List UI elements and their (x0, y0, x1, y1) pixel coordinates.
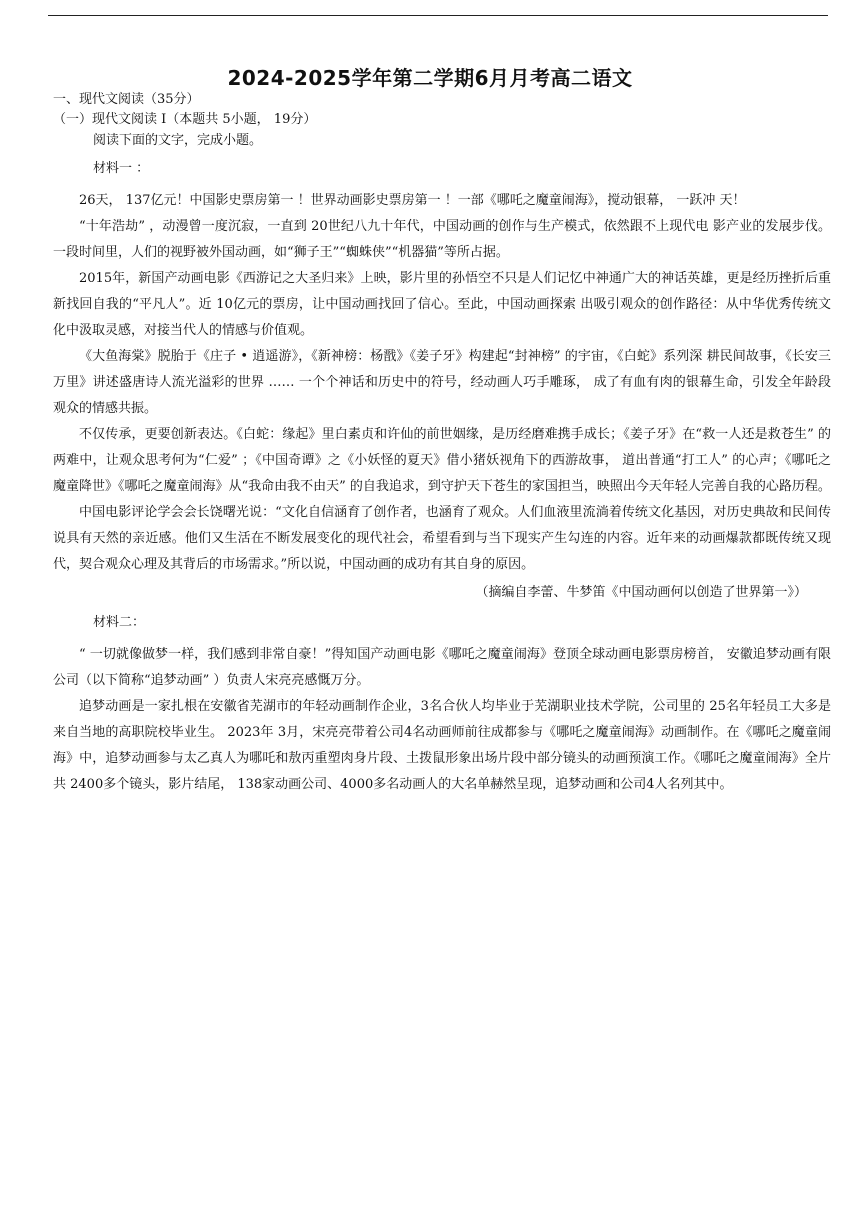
exam-title: 2024-2025学年第二学期6月月考高二语文 (227, 66, 633, 90)
paragraph: 《大鱼海棠》脱胎于《庄子 • 逍遥游》，《新神榜：杨戬》《姜子牙》构建起“封神榜” 的宇宙，《白蛇》系列深 耕民间故事，《长安三万里》讲述盛唐诗人流光溢彩的世界 …… 一个个神话和历史中的符号，经动画人巧手雕琢， 成了有血有肉的银幕生命，引发全年龄段观众的情感共振。 (53, 349, 831, 416)
reading-instruction: 阅读下面的文字，完成小题。 (93, 133, 263, 148)
paragraph: 不仅传承，更要创新表达。《白蛇：缘起》里白素贞和许仙的前世姻缘，是历经磨难携手成长；《姜子牙》在“救一人还是救苍生” 的两难中，让观众思考何为“仁爱” ；《中国奇谭》之《小妖怪的夏天》借小猪妖视角下的西游故事， 道出普通“打工人” 的心声；《哪吒之魔童降世》《哪吒之魔童闹海》从“我命由我不由天” 的自我追求，到守护天下苍生的家国担当，映照出今天年轻人完善自我的心路历程。 (53, 427, 831, 494)
paragraph: 追梦动画是一家扎根在安徽省芜湖市的年轻动画制作企业，3名合伙人均毕业于芜湖职业技术学院，公司里的 25名年轻员工大多是来自当地的高职院校毕业生。 2023年 3月，宋亮亮带着公司4名动画师前往成都参与《哪吒之魔童闹海》动画制作。在《哪吒之魔童闹海》中，追梦动画参与太乙真人为哪吒和敖丙重塑肉身片段、土拨鼠形象出场片段中部分镜头的动画预演工作。《哪吒之魔童闹海》全片共 2400多个镜头，影片结尾， 138家动画公司、4000多名动画人的大名单赫然呈现，追梦动画和公司4人名列其中。 (53, 699, 831, 792)
paragraph: 2015年，新国产动画电影《西游记之大圣归来》上映，影片里的孙悟空不只是人们记忆中神通广大的神话英雄，更是经历挫折后重新找回自我的“平凡人”。近 10亿元的票房，让中国动画找回了信心。至此，中国动画探索 出吸引观众的创作路径：从中华优秀传统文化中汲取灵感，对接当代人的情感与价值观。 (53, 271, 831, 338)
paragraph: “ 一切就像做梦一样，我们感到非常自豪！”得知国产动画电影《哪吒之魔童闹海》登顶全球动画电影票房榜首， 安徽追梦动画有限公司（以下简称“追梦动画” ）负责人宋亮亮感慨万分。 (53, 647, 831, 688)
material-two-label: 材料二： (93, 615, 146, 630)
paragraph: 中国电影评论学会会长饶曙光说：“文化自信涵育了创作者，也涵育了观众。人们血液里流淌着传统文化基因，对历史典故和民间传说具有天然的亲近感。他们又生活在不断发展变化的现代社会，希望看到与当下现实产生勾连的内容。近年来的动画爆款都既传统又现代，契合观众心理及其背后的市场需求。”所以说，中国动画的成功有其自身的原因。 (53, 505, 831, 572)
material-one-source: （摘编自李蕾、牛梦笛《中国动画何以创造了世界第一》） (475, 585, 807, 600)
subsection-heading: （一）现代文阅读 I（本题共 5小题， 19分） (53, 112, 317, 127)
paragraph: “十年浩劫” ，动漫曾一度沉寂，一直到 20世纪八九十年代，中国动画的创作与生产模式，依然跟不上现代电 影产业的发展步伐。 一段时间里，人们的视野被外国动画，如“狮子王”“蜘蛛侠”“机器猫”等所占据。 (53, 219, 831, 260)
section-heading: 一、现代文阅读（35分） (53, 92, 200, 107)
material-one-label: 材料一 ： (93, 161, 150, 176)
document-body (53, 90, 831, 798)
material-two (53, 642, 831, 798)
header-rule (48, 15, 828, 16)
material-one (53, 188, 831, 578)
paragraph: 26天， 137亿元！中国影史票房第一 ！世界动画影史票房第一 ！一部《哪吒之魔童闹海》，搅动银幕， 一跃冲 天！ (79, 193, 746, 208)
